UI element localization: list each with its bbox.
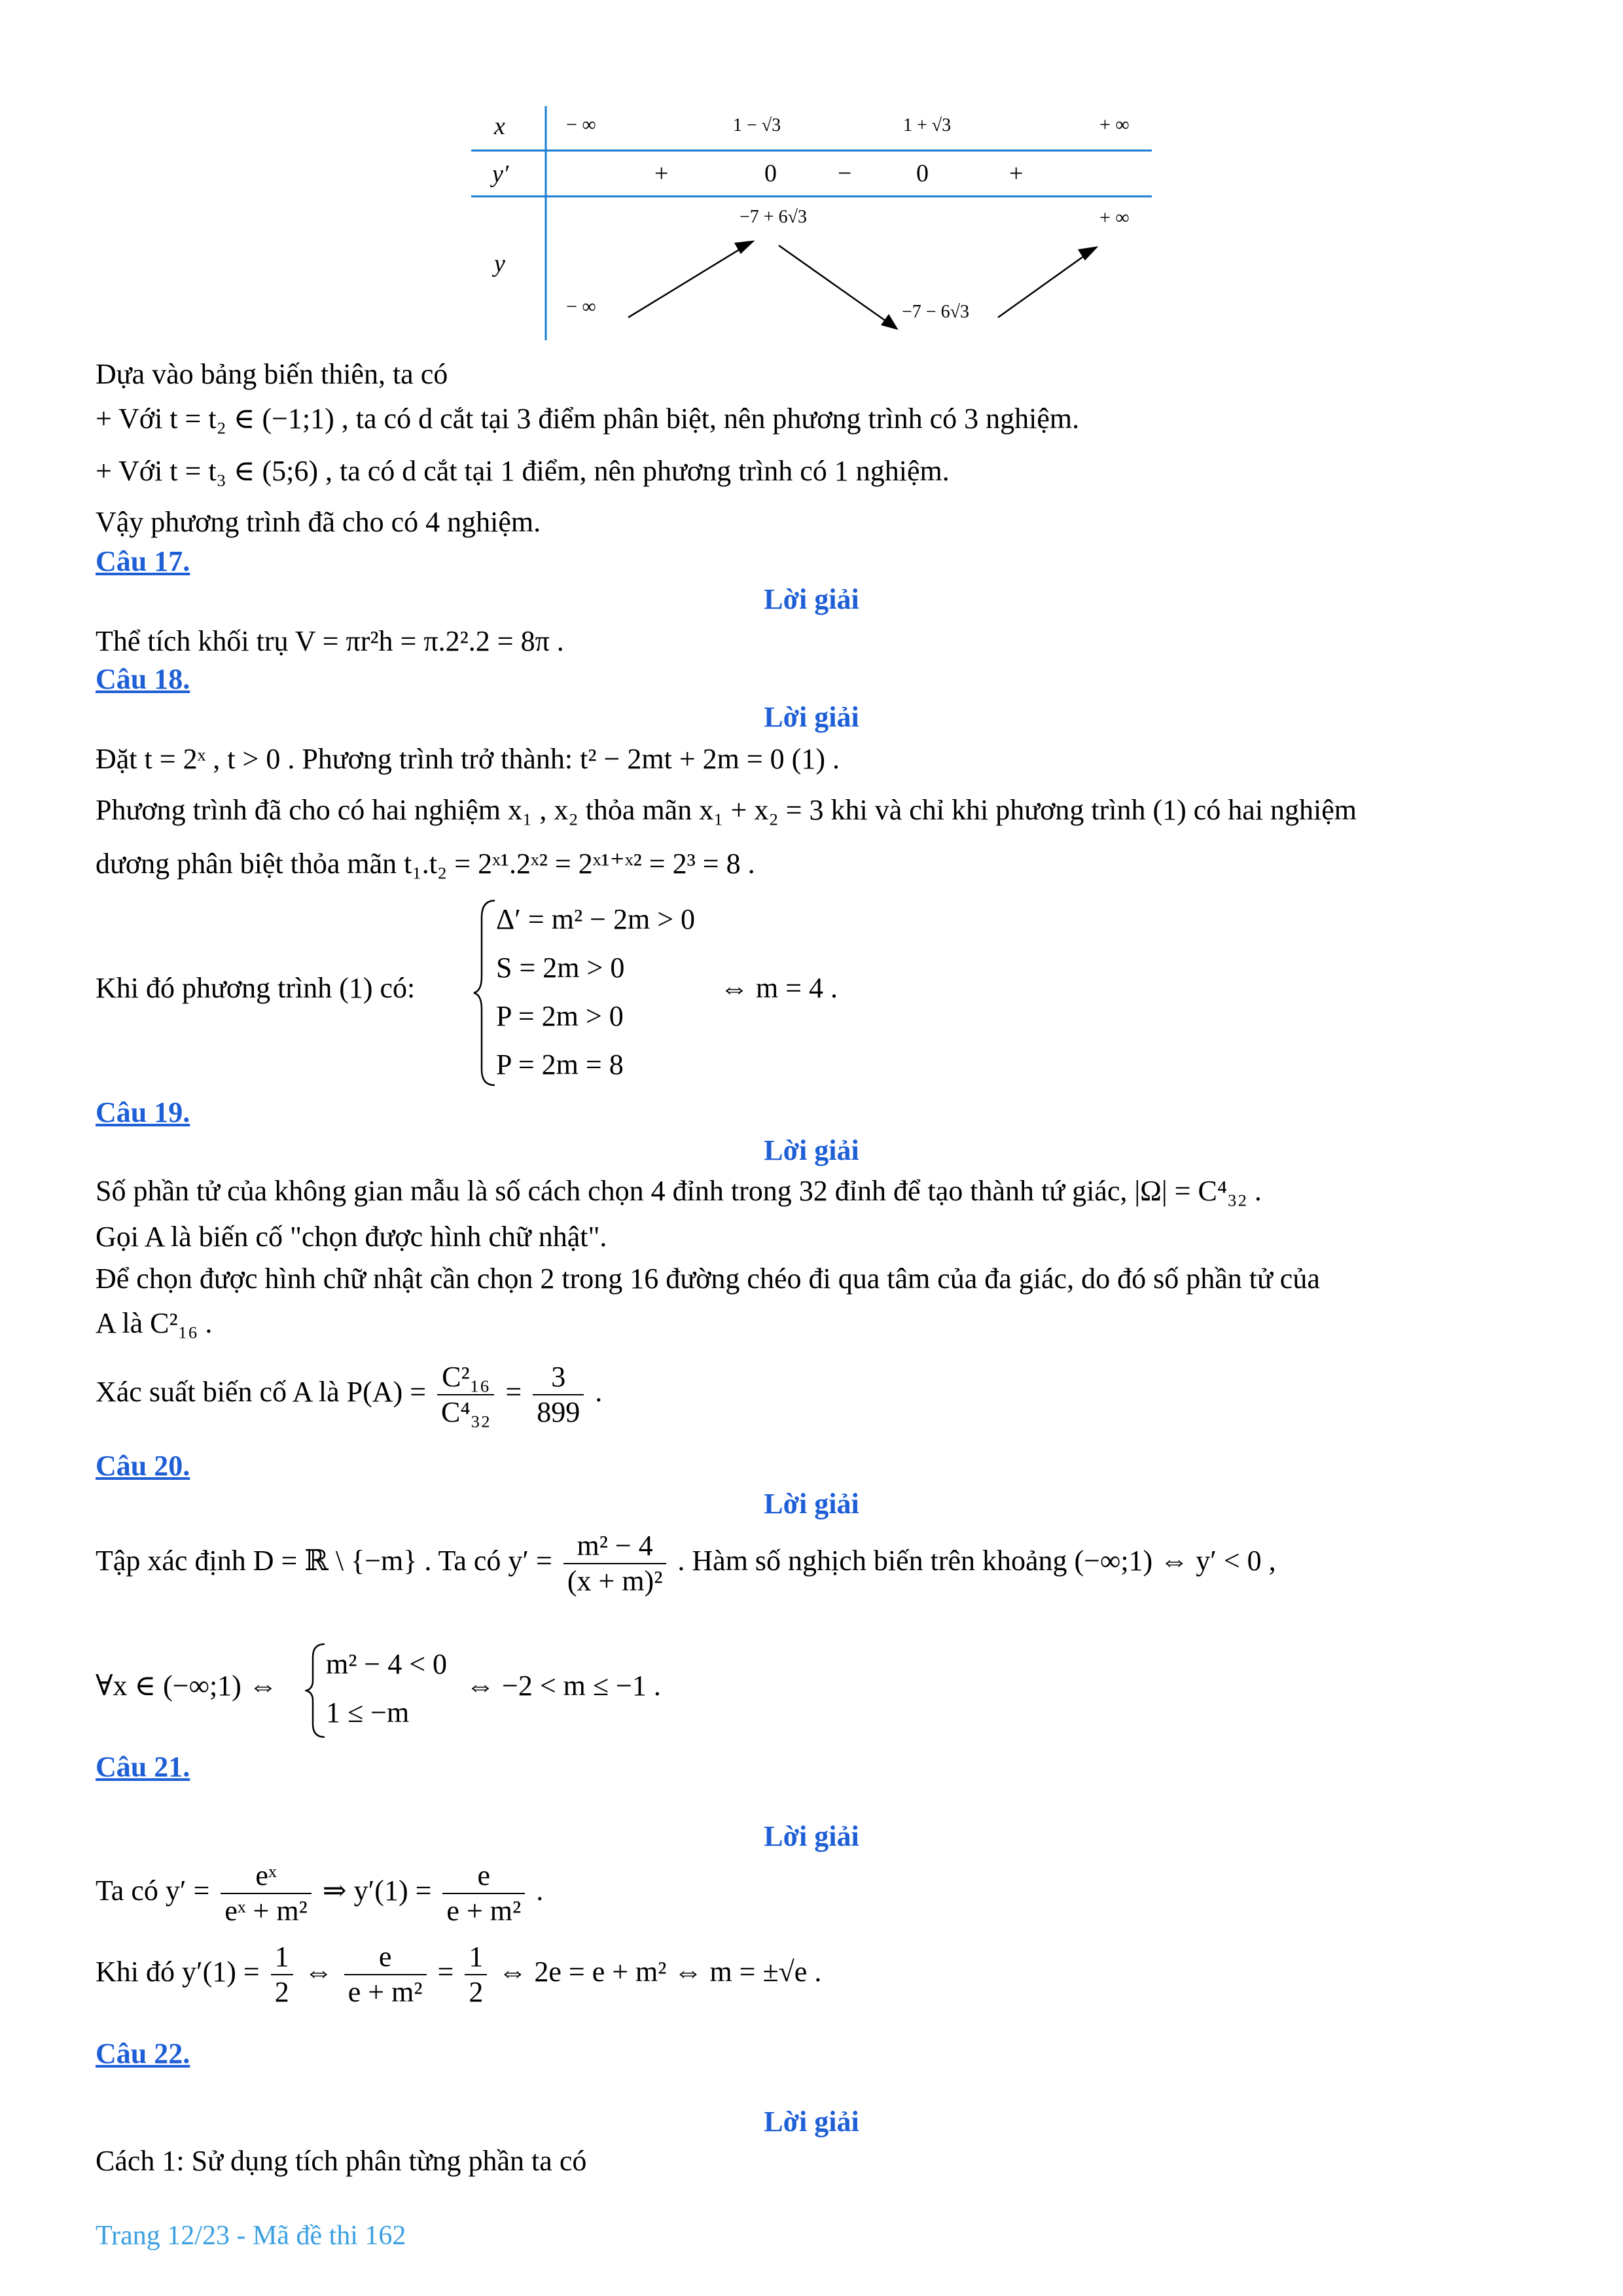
denominator: e + m² <box>348 1976 423 2008</box>
equation-system <box>326 1640 447 1737</box>
system-brace <box>473 898 499 1088</box>
numerator: eˣ <box>221 1859 311 1894</box>
yp-sign-3: + <box>1009 160 1024 187</box>
denominator: 2 <box>274 1976 289 2008</box>
question-20-title: Câu 20. <box>96 1450 190 1482</box>
fraction <box>465 1940 487 2009</box>
text-line: Đặt t = 2ˣ , t > 0 . Phương trình trở thành: t² − 2mt + 2m = 0 (1) . <box>96 743 840 775</box>
fraction <box>344 1940 427 2009</box>
system-line: m² − 4 < 0 <box>326 1648 448 1680</box>
text-span: . <box>536 1874 544 1907</box>
fraction <box>442 1859 525 1928</box>
system-line: 1 ≤ −m <box>326 1696 410 1729</box>
y-min-value: −7 − 6√3 <box>902 302 969 322</box>
arrow-down <box>779 245 890 324</box>
text-span: = <box>505 1376 522 1408</box>
system-line: P = 2m = 8 <box>496 1049 624 1081</box>
text-span: ⇔ <box>304 1956 333 1988</box>
question-18-title: Câu 18. <box>96 663 190 695</box>
denominator: e + m² <box>446 1895 522 1927</box>
denominator: (x + m)² <box>567 1565 663 1597</box>
solution-heading: Lời giải <box>764 1488 859 1520</box>
solution-heading: Lời giải <box>764 583 859 615</box>
solution-heading: Lời giải <box>764 1134 859 1166</box>
fraction <box>437 1360 494 1429</box>
text-span: ⇔ 2e = e + m² ⇔ m = ±√e . <box>498 1956 822 1988</box>
x-val-1-plus-sqrt3: 1 + √3 <box>903 115 952 135</box>
denominator: C⁴₃₂ <box>441 1396 491 1428</box>
denominator: 899 <box>537 1396 580 1428</box>
text-line: Để chọn được hình chữ nhật cần chọn 2 trong 16 đường chéo đi qua tâm của đa giác, do đó số phần tử của <box>96 1263 1320 1295</box>
question-22-title: Câu 22. <box>96 2037 190 2070</box>
row-label-y: y <box>494 250 505 278</box>
text-span: = <box>437 1956 454 1988</box>
text-line: dương phân biệt thỏa mãn t₁.t₂ = 2ˣ¹.2ˣ² = 2ˣ¹⁺ˣ² = 2³ = 8 . <box>96 848 755 880</box>
arrows <box>628 242 1096 329</box>
solution-heading: Lời giải <box>764 2106 859 2138</box>
arrow-head-2 <box>882 315 897 329</box>
arrow-up-2 <box>998 252 1090 317</box>
text-span: ∀x ∈ (−∞;1) ⇔ <box>96 1670 277 1702</box>
yp-zero-2: 0 <box>916 160 929 187</box>
system-line: P = 2m > 0 <box>496 1000 624 1032</box>
text-line: A là C²₁₆ . <box>96 1307 213 1339</box>
solution-heading: Lời giải <box>764 1820 859 1852</box>
yp-zero-1: 0 <box>764 160 777 187</box>
y-top-pos-inf: + ∞ <box>1099 207 1130 228</box>
fraction <box>563 1529 667 1598</box>
text-line: Gọi A là biến cố "chọn được hình chữ nhật". <box>96 1221 607 1253</box>
result-text: ⇔ −2 < m ≤ −1 . <box>466 1670 661 1702</box>
text-line: Số phần tử của không gian mẫu là số cách chọn 4 đỉnh trong 32 đỉnh để tạo thành tứ giác, |Ω| = C⁴₃₂ . <box>96 1175 1262 1207</box>
text-line: Thể tích khối trụ V = πr²h = π.2².2 = 8π . <box>96 625 564 657</box>
numerator: m² − 4 <box>563 1529 667 1564</box>
yp-sign-1: + <box>654 160 669 187</box>
question-17-title: Câu 17. <box>96 545 190 577</box>
denominator: 2 <box>469 1976 484 2008</box>
equation-line <box>96 1940 821 2009</box>
text-line: + Với t = t₂ ∈ (−1;1) , ta có d cắt tại 3 điểm phân biệt, nên phương trình có 3 nghiệm. <box>96 403 1080 435</box>
row-label-yprime: y′ <box>492 160 509 188</box>
numerator: e <box>442 1859 525 1894</box>
text-span: Tập xác định D = ℝ \ {−m} . Ta có y′ = <box>96 1545 552 1577</box>
text-span: Xác suất biến cố A là P(A) = <box>96 1376 427 1408</box>
system-brace <box>305 1641 329 1740</box>
yp-sign-2: − <box>838 160 852 187</box>
text-span: Ta có y′ = <box>96 1874 210 1907</box>
text-line: Cách 1: Sử dụng tích phân từng phần ta có <box>96 2145 587 2177</box>
numerator: 1 <box>465 1940 487 1975</box>
derivative-line <box>96 1529 1276 1598</box>
numerator: 1 <box>271 1940 293 1975</box>
fraction <box>533 1360 584 1429</box>
x-val-neg-inf: − ∞ <box>566 114 596 135</box>
denominator: eˣ + m² <box>224 1895 308 1927</box>
arrow-up-1 <box>628 245 746 317</box>
fraction <box>221 1859 311 1928</box>
text-line: Phương trình đã cho có hai nghiệm x₁ , x₂ thỏa mãn x₁ + x₂ = 3 khi và chỉ khi phương trình (1) có hai nghiệm <box>96 794 1357 826</box>
text-line: Khi đó phương trình (1) có: <box>96 972 416 1004</box>
numerator: 3 <box>533 1360 584 1395</box>
fraction <box>271 1940 293 2009</box>
text-span: . <box>595 1376 603 1408</box>
page-footer: Trang 12/23 - Mã đề thi 162 <box>96 2221 406 2251</box>
y-max-value: −7 + 6√3 <box>740 207 807 227</box>
text-line: Dựa vào bảng biến thiên, ta có <box>96 358 448 390</box>
text-span: Khi đó y′(1) = <box>96 1956 260 1988</box>
system-line: S = 2m > 0 <box>496 952 625 984</box>
y-bottom-neg-inf: − ∞ <box>566 296 596 317</box>
numerator: e <box>344 1940 427 1975</box>
row-label-x: x <box>494 113 505 140</box>
text-line: Vậy phương trình đã cho có 4 nghiệm. <box>96 506 541 538</box>
variation-table <box>458 98 1178 347</box>
x-val-pos-inf: + ∞ <box>1099 114 1130 135</box>
result-text: ⇔ m = 4 . <box>720 972 838 1004</box>
x-val-1-minus-sqrt3: 1 − √3 <box>733 115 781 135</box>
solution-heading: Lời giải <box>764 701 859 733</box>
question-19-title: Câu 19. <box>96 1096 190 1128</box>
derivative-line <box>96 1859 543 1928</box>
text-span: . Hàm số nghịch biến trên khoảng (−∞;1) ⇔ y′ < 0 , <box>677 1545 1276 1577</box>
probability-line <box>96 1360 602 1429</box>
text-line: + Với t = t₃ ∈ (5;6) , ta có d cắt tại 1 điểm, nên phương trình có 1 nghiệm. <box>96 455 950 487</box>
text-span: ⇒ y′(1) = <box>322 1874 432 1907</box>
equation-system <box>496 895 695 1089</box>
system-line: Δ′ = m² − 2m > 0 <box>496 903 696 935</box>
numerator: C²₁₆ <box>437 1360 494 1395</box>
question-21-title: Câu 21. <box>96 1751 190 1783</box>
